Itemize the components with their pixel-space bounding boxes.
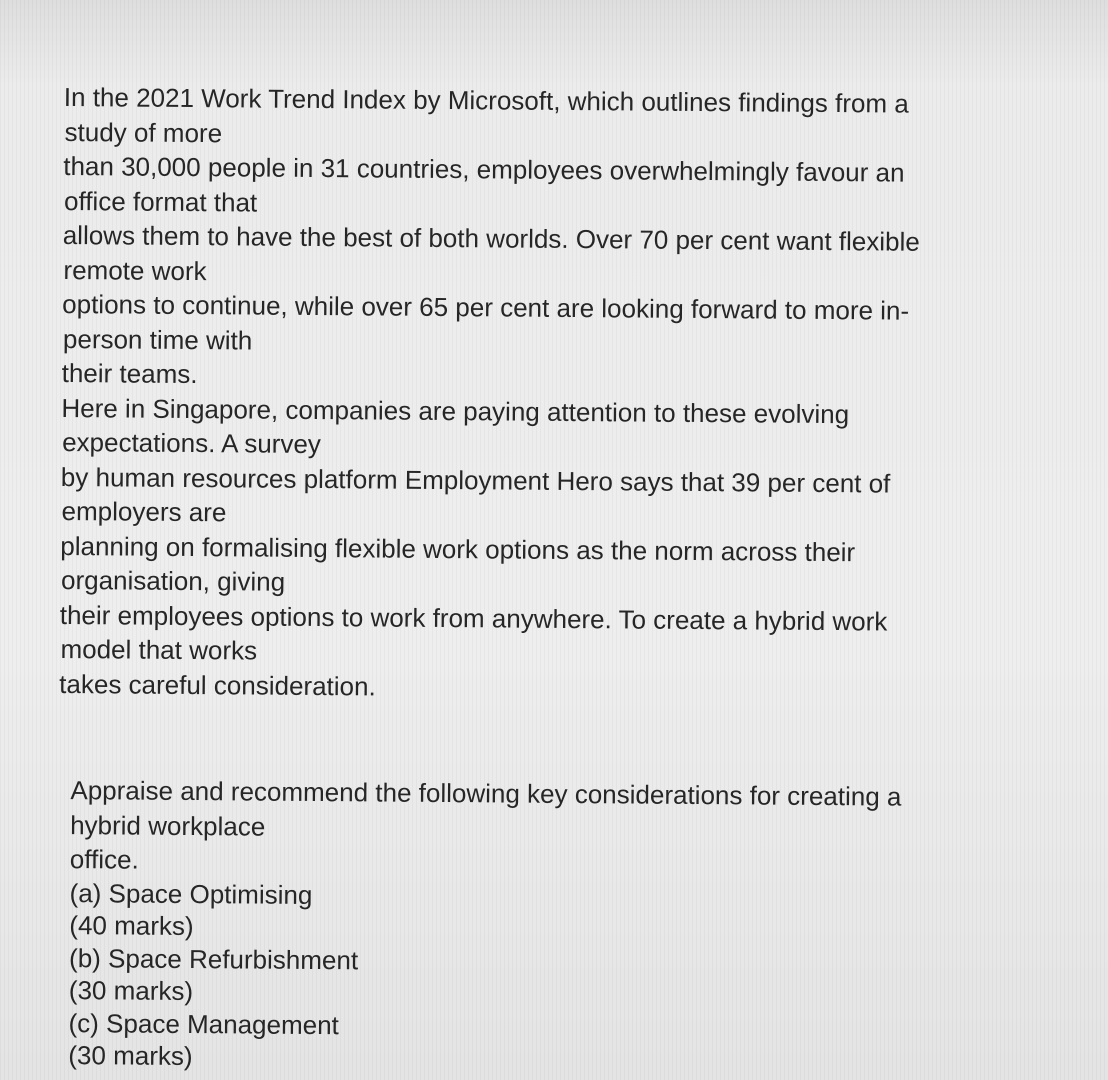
question-item-c-label: (c) Space Management xyxy=(68,1007,339,1040)
passage-line: remote work xyxy=(63,254,207,286)
question-item-b-label: (b) Space Refurbishment xyxy=(68,942,359,975)
spacer xyxy=(59,701,1050,781)
question-intro-line: office. xyxy=(69,844,139,875)
document-text xyxy=(56,80,1054,1079)
passage-line: model that works xyxy=(60,633,258,666)
passage-line: study of more xyxy=(64,116,223,148)
passage-line: planning on formalising flexible work options as the norm across their xyxy=(60,530,856,567)
passage-line: by human resources platform Employment Hero says that 39 per cent of xyxy=(60,461,891,499)
passage-line: than 30,000 people in 31 countries, employees overwhelmingly favour an xyxy=(63,150,905,188)
passage-line: In the 2021 Work Trend Index by Microsoft, which outlines findings from a xyxy=(63,81,909,119)
passage-line: person time with xyxy=(62,323,253,355)
question-item-a-marks: (40 marks) xyxy=(69,910,194,942)
question-item-c-marks: (30 marks) xyxy=(68,1040,193,1072)
passage xyxy=(59,80,1054,709)
question-intro-line: hybrid workplace xyxy=(70,809,266,842)
passage-line: Here in Singapore, companies are paying attention to these evolving xyxy=(61,392,850,429)
passage-line: expectations. A survey xyxy=(62,426,321,460)
passage-line: takes careful consideration. xyxy=(59,668,376,701)
question-item-a-label: (a) Space Optimising xyxy=(69,877,313,910)
question-intro-line: Appraise and recommend the following key considerations for creating a xyxy=(70,775,902,812)
passage-line: their employees options to work from anywhere. To create a hybrid work xyxy=(59,599,888,636)
passage-line: allows them to have the best of both worlds. Over 70 per cent want flexible xyxy=(62,219,920,257)
question-item-b-marks: (30 marks) xyxy=(68,975,194,1007)
passage-line: employers are xyxy=(61,495,227,528)
passage-line: organisation, giving xyxy=(60,564,286,597)
passage-line: office format that xyxy=(63,185,258,218)
question-block xyxy=(56,773,1048,1079)
passage-line: options to continue, while over 65 per cent are looking forward to more in- xyxy=(62,288,910,326)
passage-line: their teams. xyxy=(61,357,198,390)
